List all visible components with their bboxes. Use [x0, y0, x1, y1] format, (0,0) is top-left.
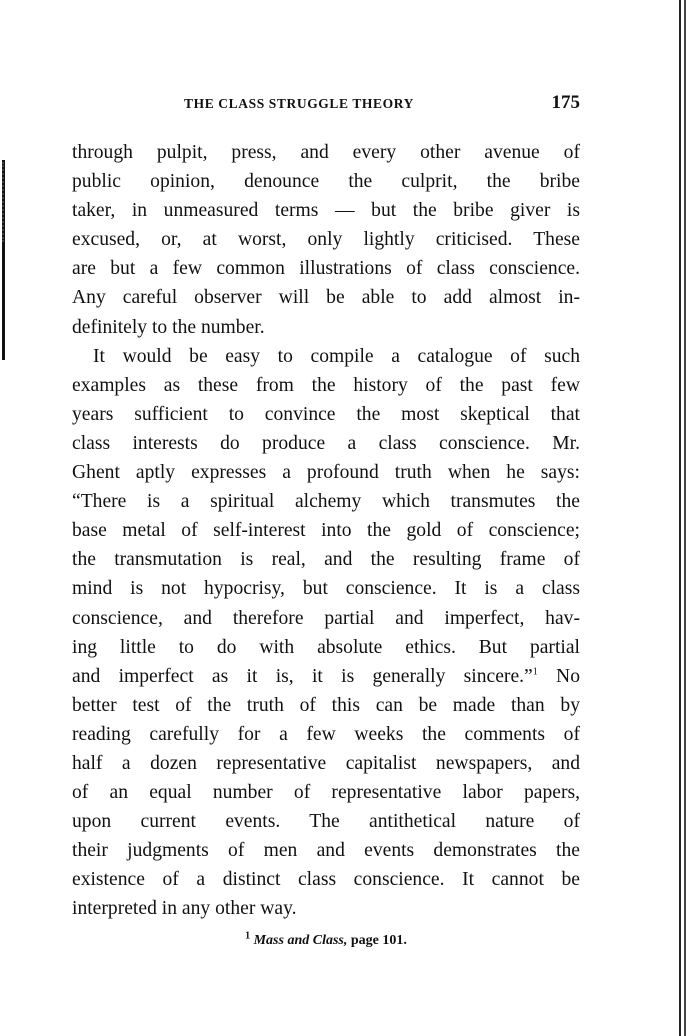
footnote-page: page 101. — [350, 933, 407, 948]
text-line: public opinion, denounce the culprit, the bribe — [72, 171, 580, 193]
text-line: reading carefully for a few weeks the comments of — [72, 723, 580, 745]
text-segment: No — [556, 665, 580, 687]
text-line: half a dozen representative capitalist newspapers, and — [72, 752, 580, 774]
paragraph-1 — [72, 138, 580, 342]
scan-edge-left-dots — [2, 162, 6, 242]
text-line: definitely to the number. — [72, 316, 265, 338]
text-line: their judgments of men and events demonstrates the — [72, 840, 580, 862]
text-line: upon current events. The antithetical nature of — [72, 811, 580, 833]
text-line: existence of a distinct class conscience. It cannot be — [72, 869, 580, 891]
text-line: interpreted in any other way. — [72, 898, 297, 920]
text-line: examples as these from the history of the past few — [72, 374, 580, 396]
scan-edge-right — [679, 0, 681, 1036]
text-line: of an equal number of representative labor papers, — [72, 782, 580, 804]
running-head-title: THE CLASS STRUGGLE THEORY — [184, 96, 414, 111]
text-line: Any careful observer will be able to add almost in- — [72, 287, 580, 309]
page-number: 175 — [551, 92, 580, 113]
text-line: conscience, and therefore partial and imperfect, hav- — [72, 607, 580, 629]
text-line: are but a few common illustrations of class conscience. — [72, 258, 580, 280]
body-text — [72, 138, 580, 924]
text-line: through pulpit, press, and every other avenue of — [72, 142, 580, 163]
text-line: It would be easy to compile a catalogue of such — [93, 345, 580, 367]
running-head — [72, 92, 580, 120]
text-line: excused, or, at worst, only lightly criticised. These — [72, 229, 580, 251]
text-line: the transmutation is real, and the resulting frame of — [72, 549, 580, 571]
text-line: Ghent aptly expresses a profound truth when he says: — [72, 462, 580, 484]
text-segment: and imperfect as it is, it is generally sincere.” — [72, 665, 533, 687]
footnote — [72, 930, 580, 949]
text-line: years sufficient to convince the most skeptical that — [72, 403, 580, 425]
scan-edge-right-outer — [684, 0, 686, 1036]
text-line: taker, in unmeasured terms — but the bribe giver is — [72, 200, 580, 222]
text-line: ing little to do with absolute ethics. But partial — [72, 636, 580, 658]
text-line: class interests do produce a class conscience. Mr. — [72, 432, 580, 454]
text-line: better test of the truth of this can be made than by — [72, 694, 580, 716]
text-line: mind is not hypocrisy, but conscience. It is a class — [72, 578, 580, 600]
paragraph-2 — [72, 342, 580, 924]
footnote-reference[interactable]: 1 — [532, 666, 538, 678]
text-line: base metal of self-interest into the gold of conscience; — [72, 520, 580, 542]
footnote-marker: 1 — [245, 930, 251, 942]
text-line: “There is a spiritual alchemy which transmutes the — [72, 491, 580, 513]
footnote-source-title: Mass and Class, — [253, 933, 348, 948]
text-line-with-footnote — [72, 662, 580, 691]
